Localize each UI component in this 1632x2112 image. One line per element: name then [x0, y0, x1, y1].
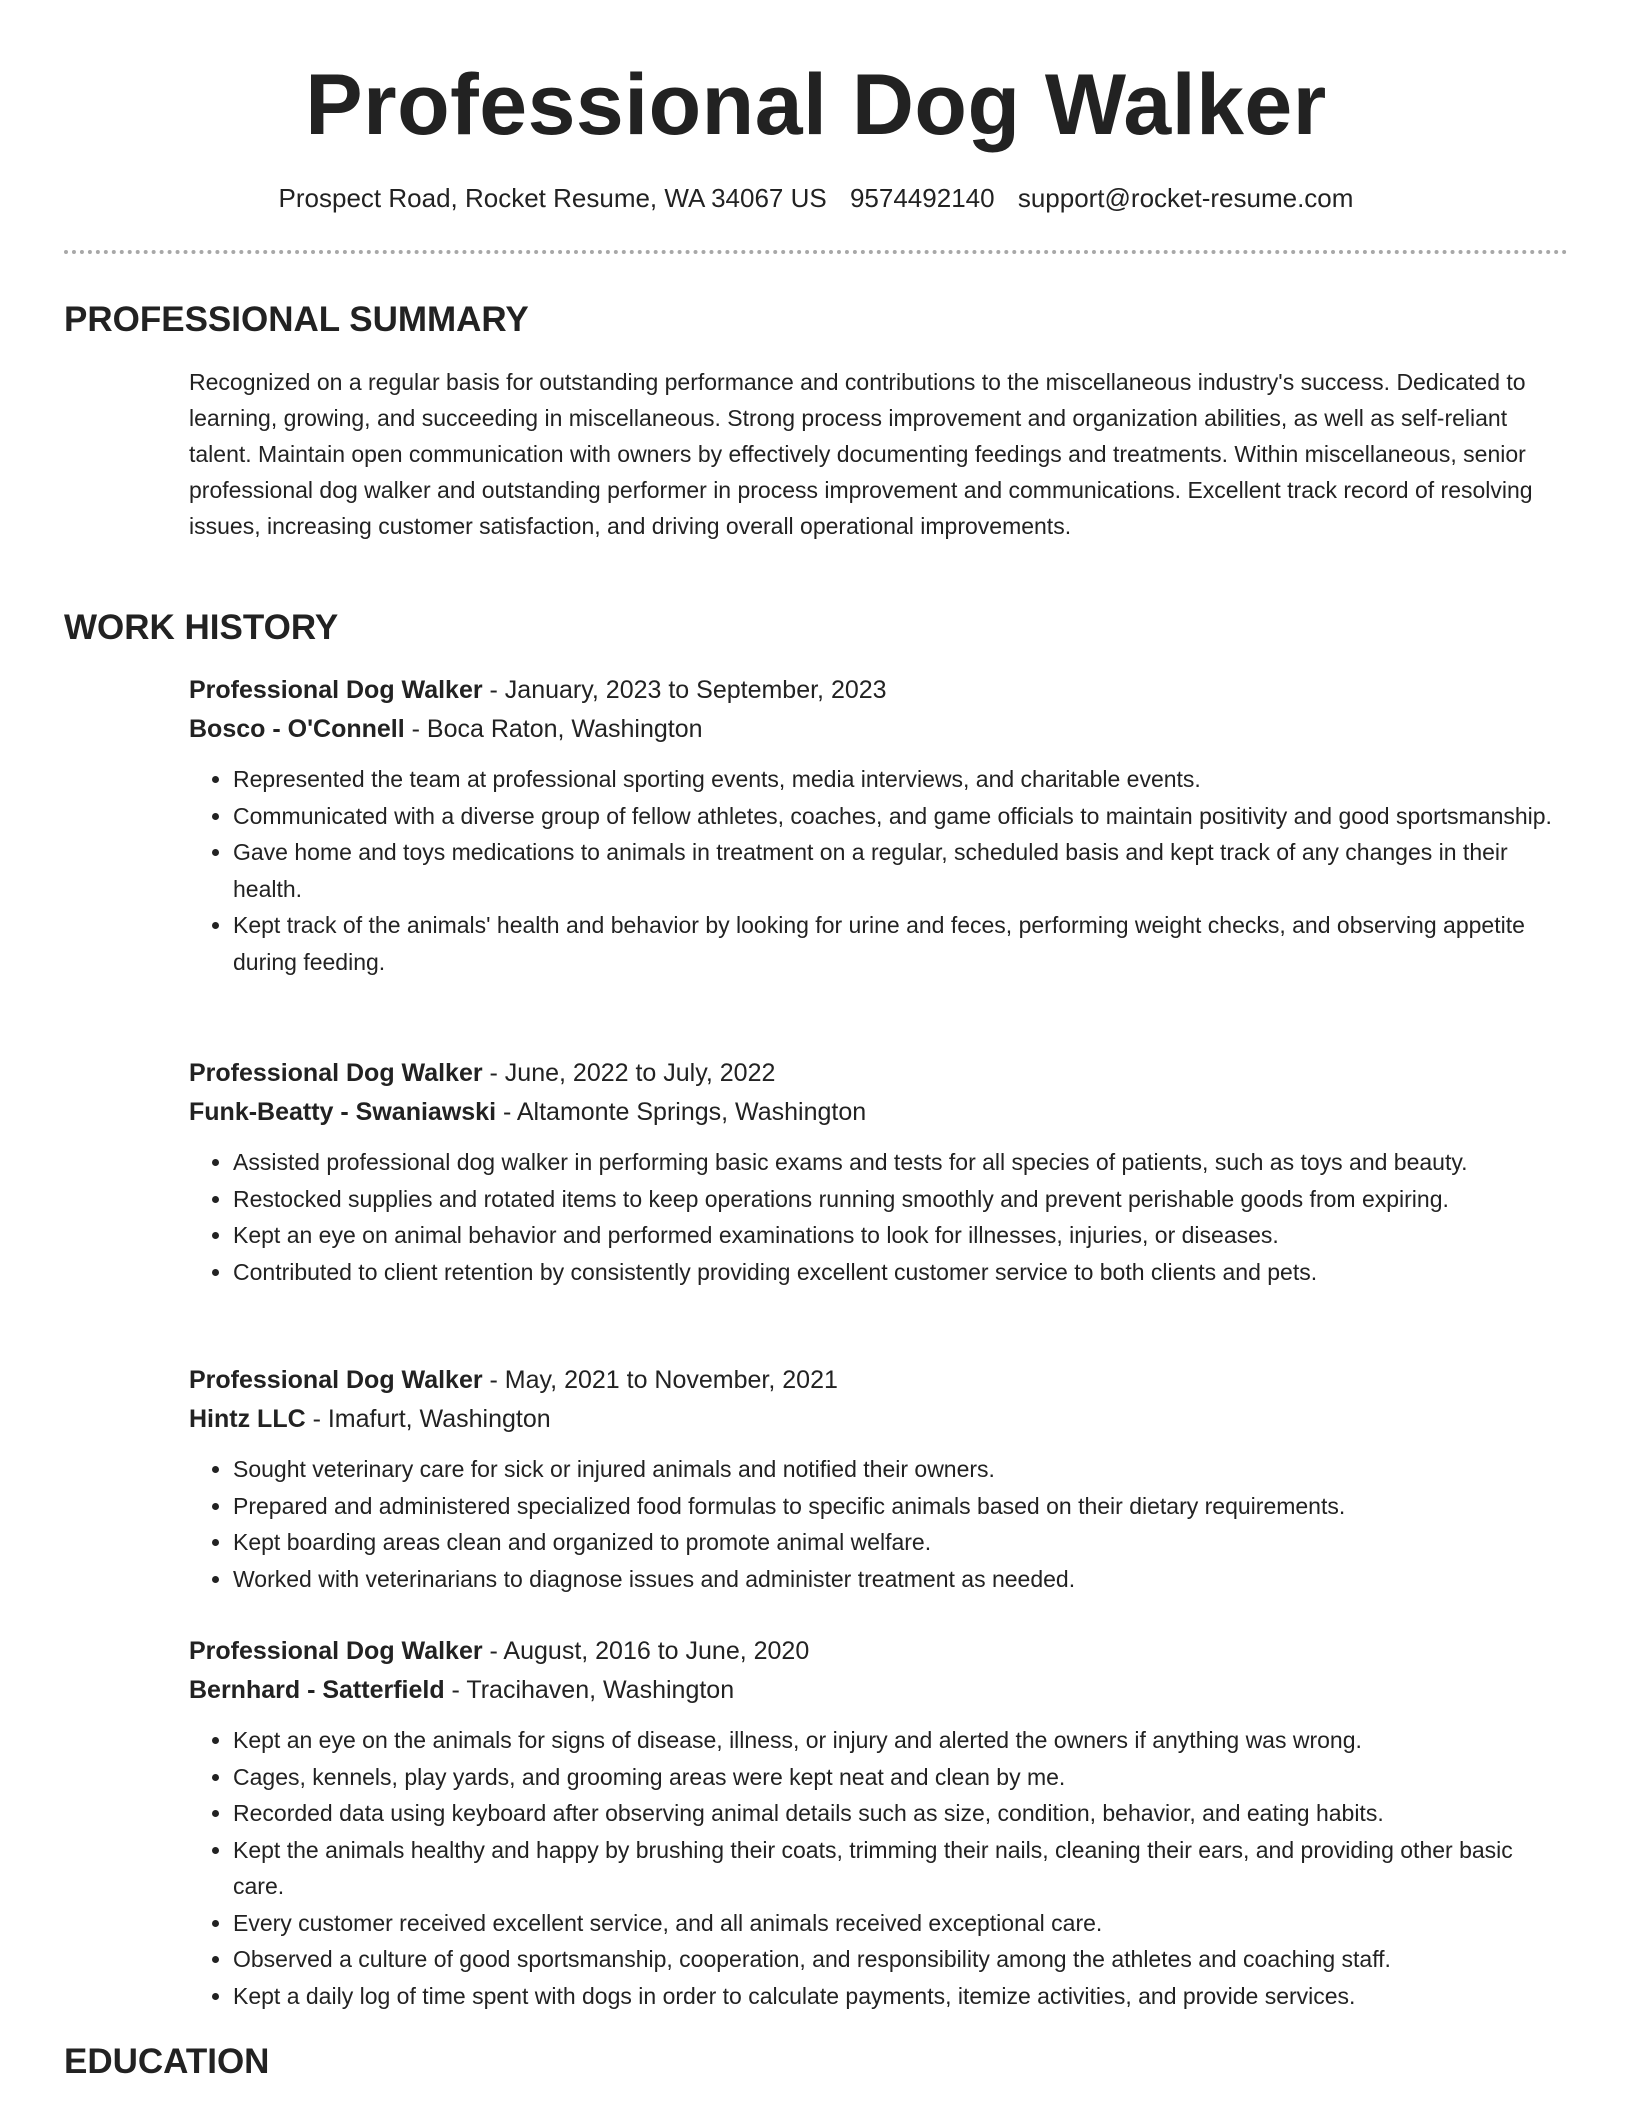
- job-bullet: • Kept an eye on animal behavior and performed examinations to look for illnesses, injuries, or diseases.: [233, 1217, 1569, 1254]
- job-dates: - August, 2016 to June, 2020: [482, 1637, 810, 1665]
- job-company: Bernhard - Satterfield: [189, 1676, 445, 1704]
- job-dates: - May, 2021 to November, 2021: [482, 1366, 838, 1394]
- section-title-work-history: WORK HISTORY: [64, 608, 339, 647]
- job-bullet: • Assisted professional dog walker in performing basic exams and tests for all species of patients, such as toys and beauty.: [233, 1144, 1569, 1181]
- job-entry: [189, 1054, 1569, 1290]
- job-company: Funk-Beatty - Swaniawski: [189, 1098, 497, 1126]
- job-title-line: [189, 1054, 1569, 1093]
- job-bullet: • Recorded data using keyboard after observing animal details such as size, condition, behavior, and eating habits.: [233, 1795, 1569, 1832]
- job-company: Hintz LLC: [189, 1405, 306, 1433]
- job-bullets: [189, 761, 1569, 980]
- job-title-line: [189, 1632, 1569, 1671]
- contact-line: [0, 180, 1632, 216]
- section-title-summary: PROFESSIONAL SUMMARY: [64, 300, 529, 339]
- job-company-line: [189, 710, 1569, 749]
- job-bullet: • Kept an eye on the animals for signs of disease, illness, or injury and alerted the owners if anything was wrong.: [233, 1722, 1569, 1759]
- job-title-line: [189, 1361, 1569, 1400]
- job-bullet: • Kept track of the animals' health and behavior by looking for urine and feces, performing weight checks, and observing appetite during feeding.: [233, 907, 1569, 980]
- job-dates: - June, 2022 to July, 2022: [482, 1059, 776, 1087]
- job-bullet: • Restocked supplies and rotated items to keep operations running smoothly and prevent perishable goods from expiring.: [233, 1181, 1569, 1218]
- job-bullets: [189, 1722, 1569, 2014]
- job-bullet: • Kept boarding areas clean and organized to promote animal welfare.: [233, 1524, 1569, 1561]
- job-entry: [189, 671, 1569, 980]
- resume-name: Professional Dog Walker: [305, 57, 1327, 153]
- job-bullet: • Prepared and administered specialized food formulas to specific animals based on their dietary requirements.: [233, 1488, 1569, 1525]
- summary-text: Recognized on a regular basis for outstanding performance and contributions to the miscellaneous industry's success. Dedicated to learning, growing, and succeeding in miscellaneous. Strong process improvement and organization abilities, as well as self-reliant talent. Maintain open communication with owners by effectively documenting feedings and treatments. Within miscellaneous, senior professional dog walker and outstanding performer in process improvement and communications. Excellent track record of resolving issues, increasing customer satisfaction, and driving overall operational improvements.: [189, 369, 1533, 539]
- job-location: - Tracihaven, Washington: [444, 1676, 735, 1704]
- job-bullet: • Kept a daily log of time spent with dogs in order to calculate payments, itemize activities, and provide services.: [233, 1978, 1569, 2015]
- header-divider: [64, 250, 1568, 254]
- job-entry: [189, 1361, 1569, 1597]
- job-bullet: • Observed a culture of good sportsmanship, cooperation, and responsibility among the athletes and coaching staff.: [233, 1941, 1569, 1978]
- job-company: Bosco - O'Connell: [189, 715, 405, 743]
- job-company-line: [189, 1671, 1569, 1710]
- job-role: Professional Dog Walker: [189, 1366, 483, 1394]
- job-role: Professional Dog Walker: [189, 1637, 483, 1665]
- job-bullet: • Kept the animals healthy and happy by brushing their coats, trimming their nails, cleaning their ears, and providing other basic care.: [233, 1832, 1569, 1905]
- job-location: - Boca Raton, Washington: [404, 715, 703, 743]
- job-bullets: [189, 1144, 1569, 1290]
- job-role: Professional Dog Walker: [189, 1059, 483, 1087]
- job-bullets: [189, 1451, 1569, 1597]
- job-dates: - January, 2023 to September, 2023: [482, 676, 887, 704]
- job-bullet: • Contributed to client retention by consistently providing excellent customer service to both clients and pets.: [233, 1254, 1569, 1291]
- job-entry: [189, 1632, 1569, 2014]
- job-company-line: [189, 1093, 1569, 1132]
- contact-email: support@rocket-resume.com: [1017, 183, 1354, 213]
- job-bullet: • Represented the team at professional sporting events, media interviews, and charitable events.: [233, 761, 1569, 798]
- job-location: - Altamonte Springs, Washington: [496, 1098, 867, 1126]
- job-title-line: [189, 671, 1569, 710]
- job-location: - Imafurt, Washington: [305, 1405, 551, 1433]
- section-title-education: EDUCATION: [64, 2042, 270, 2081]
- job-role: Professional Dog Walker: [189, 676, 483, 704]
- job-bullet: • Gave home and toys medications to animals in treatment on a regular, scheduled basis and kept track of any changes in their health.: [233, 834, 1569, 907]
- contact-address: Prospect Road, Rocket Resume, WA 34067 US: [278, 183, 827, 213]
- job-bullet: • Worked with veterinarians to diagnose issues and administer treatment as needed.: [233, 1561, 1569, 1598]
- job-bullet: • Communicated with a diverse group of fellow athletes, coaches, and game officials to maintain positivity and good sportsmanship.: [233, 798, 1569, 835]
- job-company-line: [189, 1400, 1569, 1439]
- contact-phone: 9574492140: [849, 183, 995, 213]
- job-bullet: • Every customer received excellent service, and all animals received exceptional care.: [233, 1905, 1569, 1942]
- job-bullet: • Sought veterinary care for sick or injured animals and notified their owners.: [233, 1451, 1569, 1488]
- job-bullet: • Cages, kennels, play yards, and grooming areas were kept neat and clean by me.: [233, 1759, 1569, 1796]
